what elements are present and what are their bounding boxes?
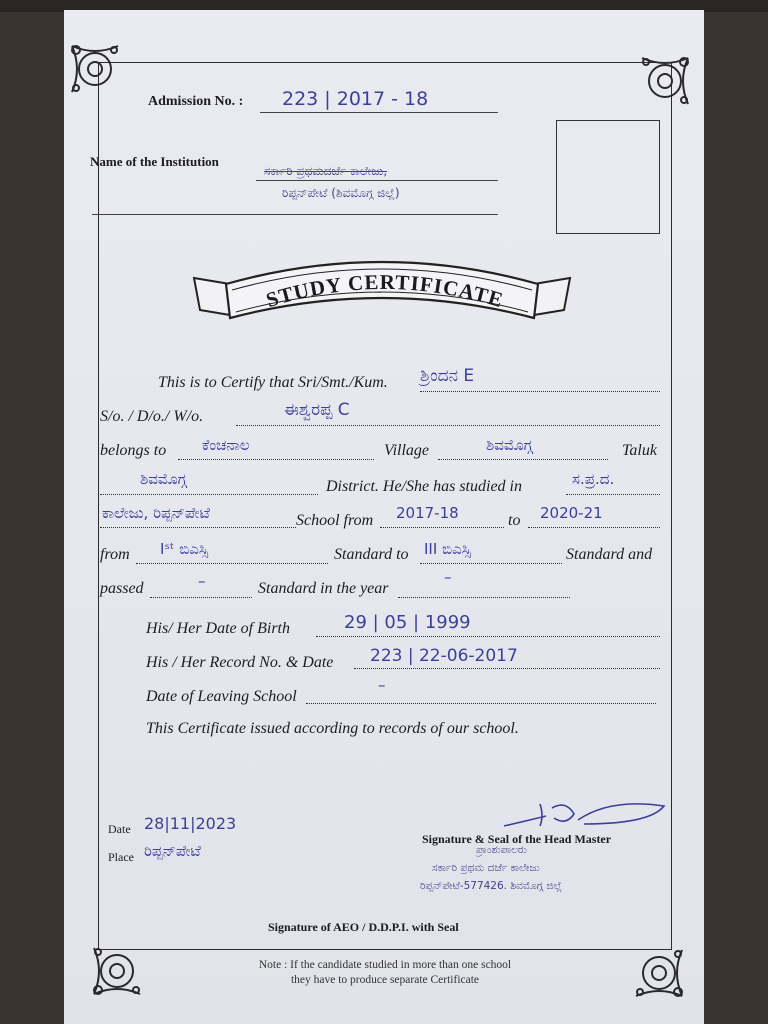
passed-value: – — [198, 572, 206, 590]
corner-ornament-bottom-left — [88, 942, 146, 1000]
admission-value: 223 | 2017 - 18 — [282, 88, 429, 110]
school-value: ಕಾಲೇಜು, ರಿಪ್ಪನ್‌ಪೇಟೆ — [102, 504, 210, 522]
standard-and-label: Standard and — [566, 546, 653, 563]
belongs-to-label: belongs to — [100, 442, 167, 459]
seal-line-1: ಪ್ರಾಂಶುಪಾಲರು — [476, 844, 527, 856]
note-line-1: Note : If the candidate studied in more than one school — [258, 959, 512, 971]
year-value: – — [444, 568, 452, 586]
certify-text: This is to Certify that Sri/Smt./Kum. — [158, 374, 388, 391]
admission-underline — [260, 112, 498, 113]
belongs-value: ಕೆಂಚನಾಲ — [202, 436, 250, 454]
school-line — [100, 527, 296, 528]
belongs-line — [178, 459, 374, 460]
district-value: ಶಿವಮೊಗ್ಗ — [140, 470, 187, 488]
place-value: ರಿಪ್ಪನ್‌ಪೇಟೆ — [144, 842, 201, 860]
corner-ornament-top-right — [636, 52, 694, 110]
leaving-line — [306, 703, 656, 704]
school-to-line — [528, 527, 660, 528]
passed-line — [150, 597, 252, 598]
from-label: from — [100, 546, 130, 563]
studied-in-line — [566, 494, 660, 495]
certificate-title: STUDY CERTIFICATE — [263, 269, 507, 313]
to-std-value: III ಬಿಎಸ್ಸಿ — [424, 540, 472, 558]
institution-label: Name of the Institution — [90, 154, 219, 169]
head-master-signature — [500, 796, 672, 836]
leaving-label: Date of Leaving School — [146, 688, 297, 705]
taluk-label: Taluk — [622, 442, 657, 459]
dob-line — [316, 636, 660, 637]
village-label: Village — [384, 442, 430, 459]
place-label: Place — [108, 850, 134, 864]
standard-to-label: Standard to — [334, 546, 409, 563]
footer-note — [200, 958, 570, 988]
district-label: District. He/She has studied in — [326, 478, 522, 495]
photo-box — [556, 120, 660, 234]
study-certificate-banner — [190, 254, 574, 338]
school-from-line — [380, 527, 504, 528]
year-line — [398, 597, 570, 598]
institution-underline-2 — [92, 214, 498, 215]
student-name-line — [420, 391, 660, 392]
seal-line-2: ಸರ್ಕಾರಿ ಪ್ರಥಮ ದರ್ಜೆ ಕಾಲೇಜು — [432, 862, 540, 874]
head-master-label: Signature & Seal of the Head Master — [422, 832, 612, 846]
student-name: ಶ್ರಿಂದನ E — [420, 366, 475, 386]
parent-name: ಈಶ್ವರಪ್ಪ C — [284, 400, 350, 420]
seal-line-3: ರಿಪ್ಪನ್‌ಪೇಟೆ-577426. ಶಿವಮೊಗ್ಗ ಜಿಲ್ಲೆ — [420, 880, 562, 892]
school-from-label: School from — [296, 512, 374, 529]
record-line — [354, 668, 660, 669]
dob-value: 29 | 05 | 1999 — [344, 612, 471, 633]
from-std-value: Iˢᵗ ಬಿಎಸ್ಸಿ — [160, 540, 209, 558]
from-std-line — [136, 563, 328, 564]
school-to-value: 2020-21 — [540, 504, 603, 522]
parent-name-line — [236, 425, 660, 426]
to-label: to — [508, 512, 521, 529]
village-line — [438, 459, 608, 460]
dob-label: His/ Her Date of Birth — [146, 620, 290, 637]
leaving-value: – — [378, 676, 386, 694]
record-value: 223 | 22-06-2017 — [370, 646, 518, 666]
corner-ornament-bottom-right — [630, 944, 688, 1002]
institution-line-1: ಸರ್ಕಾರಿ ಪ್ರಥಮದರ್ಜೆ ಕಾಲೇಜು, — [264, 164, 388, 178]
admission-label: Admission No. : — [148, 94, 244, 109]
aeo-label: Signature of AEO / D.D.P.I. with Seal — [268, 920, 459, 934]
issued-text: This Certificate issued according to records of our school. — [146, 720, 519, 737]
note-line-2: they have to produce separate Certificate — [290, 974, 480, 986]
corner-ornament-top-left — [66, 40, 124, 98]
institution-stamp — [264, 160, 400, 204]
relation-label: S/o. / D/o./ W/o. — [100, 408, 204, 425]
school-from-value: 2017-18 — [396, 504, 459, 522]
record-label: His / Her Record No. & Date — [146, 654, 334, 671]
standard-year-label: Standard in the year — [258, 580, 389, 597]
institution-underline-1 — [256, 180, 498, 181]
date-value: 28|11|2023 — [144, 814, 237, 833]
date-label: Date — [108, 822, 131, 836]
district-line — [100, 494, 318, 495]
village-value: ಶಿವಮೊಗ್ಗ — [486, 436, 533, 454]
to-std-line — [420, 563, 562, 564]
institution-line-2: ರಿಪ್ಪನ್‌ಪೇಟೆ (ಶಿವಮೊಗ್ಗ ಜಿಲ್ಲೆ) — [282, 186, 400, 200]
passed-label: passed — [100, 580, 144, 597]
studied-in-value: ಸ.ಪ್ರ.ದ. — [572, 470, 615, 488]
